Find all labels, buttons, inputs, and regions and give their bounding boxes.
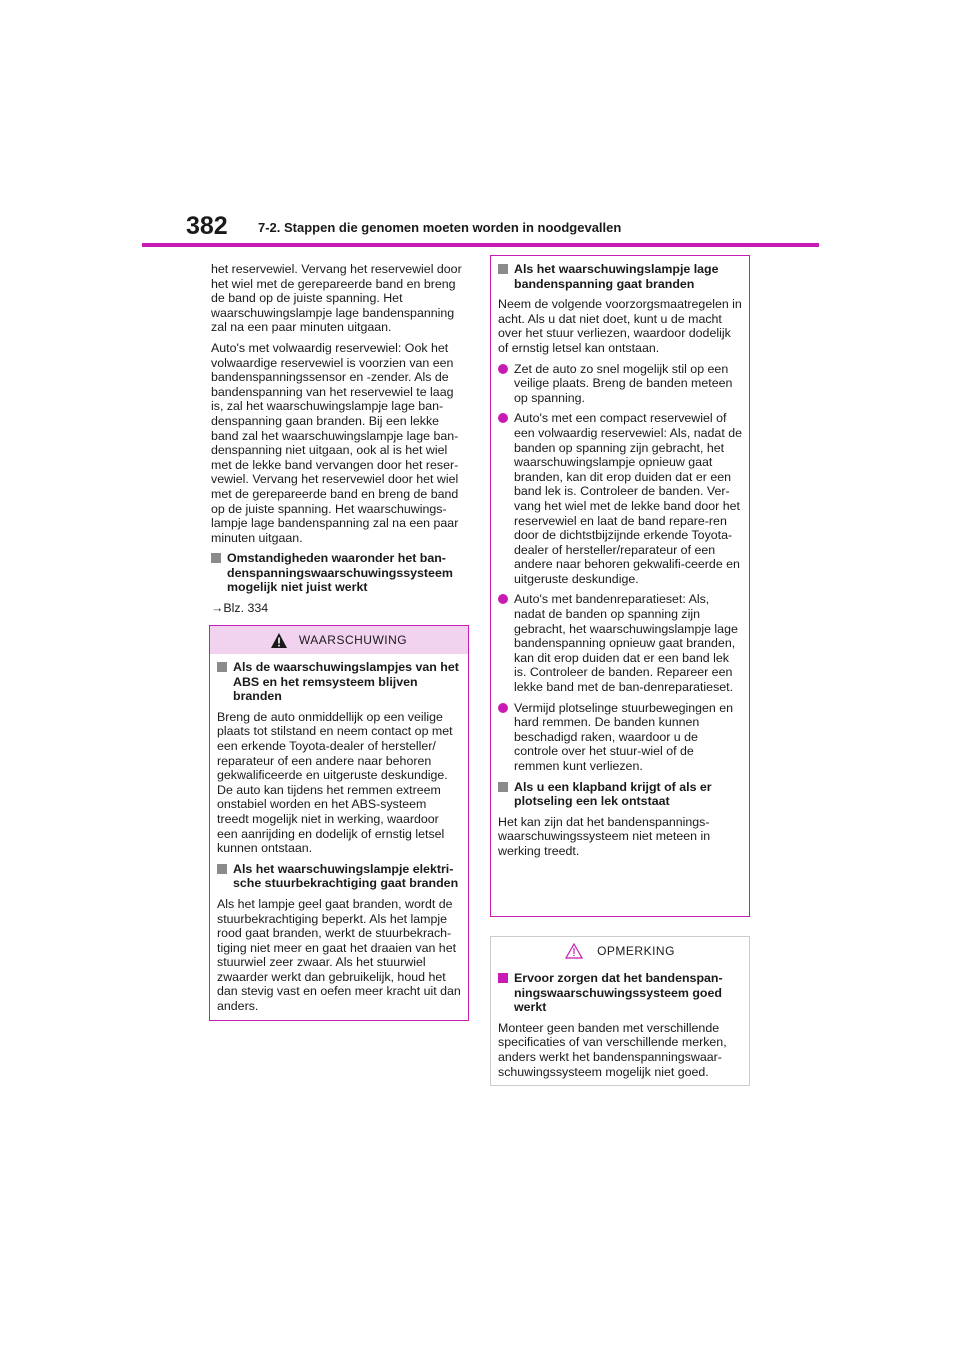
warning-triangle-icon <box>271 633 287 648</box>
note-heading <box>498 971 742 1015</box>
right-bullet-2 <box>498 411 742 586</box>
note-title: OPMERKING <box>597 944 675 958</box>
right-bullet-1-text: Zet de auto zo snel mogelijk stil op een veilige plaats. Breng de banden meteen op spanning. <box>514 361 733 405</box>
header-rule <box>142 243 819 247</box>
warning-header <box>210 626 468 654</box>
left-heading <box>211 551 469 595</box>
right-heading-2-text: Als u een klapband krijgt of als er plotseling een lek ontstaat <box>514 779 712 809</box>
right-heading-2 <box>498 780 742 809</box>
circle-bullet-icon <box>498 594 508 604</box>
left-paragraph-2: Auto's met volwaardig reservewiel: Ook het volwaardige reservewiel is voorzien van een bandenspanningssensor en -zender. Als de bandenspanning van het reservewiel te laag is, zal het waarschuwingslampje lage ban-denspanning gaan branden. Bij een lekke band zal het waarschuwingslampje lage ban-denspanning niet uitgaan, ook al is het wiel met de lekke band vervangen door het reser-vewiel. Vervang het reservewiel door het wiel met de gerepareerde band en breng de band op de juiste spanning. Het waarschuwings-lampje lage bandenspanning zal na een paar minuten uitgaan. <box>211 340 459 545</box>
page-reference-link[interactable]: →Blz. 334 <box>211 601 269 616</box>
warning-title: WAARSCHUWING <box>298 633 408 647</box>
warning-heading-1-text: Als de waarschuwingslampjes van het ABS en het remsysteem blijven branden <box>233 660 459 704</box>
note-box <box>490 936 750 1086</box>
left-paragraph-1: het reservewiel. Vervang het reservewiel door het wiel met de gerepareerde band en breng de band op de juiste spanning. Het waarschuwingslampje lage bandenspanning zal na een paar minuten uitgaan. <box>211 262 462 335</box>
warning-heading-1 <box>217 660 461 704</box>
right-bullet-3-text: Auto's met bandenreparatieset: Als, nadat de banden op spanning zijn gebracht, het waarschuwingslampje lage bandenspanning opnieuw gaat branden, kan dit erop duiden dat er een band lek is. Controleer de banden. Repareer een lekke band met de ban-denreparatieset. <box>514 592 738 695</box>
warning-heading-2 <box>217 862 461 891</box>
square-bullet-icon <box>217 864 227 874</box>
right-bullet-4-text: Vermijd plotselinge stuurbewegingen en hard remmen. De banden kunnen beschadigd raken, waardoor u de controle over het stuur-wiel of de remmen kunt verliezen. <box>514 700 734 773</box>
square-bullet-icon <box>217 662 227 672</box>
left-heading-text: Omstandigheden waaronder het ban-denspanningswaarschuwingssysteem mogelijk niet juist werkt <box>227 551 453 595</box>
caution-triangle-icon <box>565 943 583 959</box>
right-bullet-4 <box>498 701 742 774</box>
circle-bullet-icon <box>498 703 508 713</box>
right-bullet-1 <box>498 362 742 406</box>
right-paragraph-2: Het kan zijn dat het bandenspannings-waarschuwingssysteem niet meteen in werking treedt. <box>498 814 711 858</box>
circle-bullet-icon <box>498 413 508 423</box>
circle-bullet-icon <box>498 364 508 374</box>
tire-pressure-box <box>490 255 750 917</box>
right-heading-1-text: Als het waarschuwingslampje lage bandenspanning gaat branden <box>514 262 719 291</box>
square-bullet-icon <box>211 553 221 563</box>
note-heading-text: Ervoor zorgen dat het bandenspan-ningswaarschuwingssysteem goed werkt <box>514 971 723 1015</box>
square-bullet-icon <box>498 264 508 274</box>
right-paragraph-1: Neem de volgende voorzorgsmaatregelen in acht. Als u dat niet doet, kunt u de macht over het stuur verliezen, waardoor dodelijk of ernstig letsel kan ontstaan. <box>498 297 742 355</box>
section-title: 7-2. Stappen die genomen moeten worden in noodgevallen <box>258 220 622 235</box>
warning-box <box>209 625 469 1021</box>
warning-heading-2-text: Als het waarschuwingslampje elektri-sche stuurbekrachtiging gaat branden <box>233 861 459 891</box>
left-column <box>211 262 469 616</box>
right-bullet-2-text: Auto's met een compact reservewiel of een volwaardig reservewiel: Als, nadat de banden op spanning zijn gebracht, het waarschuwingslampje opnieuw gaat branden, kan dit erop duiden dat er een band lek is. Controleer de banden. Ver-vang het wiel met de lekke band door het reservewiel en laat de band repare-ren door de dichtstbijzijnde erkende Toyota-dealer of hersteller/reparateur of een andere naar behoren gekwalifi-ceerde en uitgeruste deskundige. <box>514 411 742 586</box>
right-bullet-3 <box>498 592 742 694</box>
page-number: 382 <box>186 212 228 240</box>
warning-paragraph-2: Als het lampje geel gaat branden, wordt de stuurbekrachtiging beperkt. Als het lampje rood gaat branden, werkt de stuurbekrach-tiging niet meer en gaat het draaien van het stuurwiel zeer zwaar. Als het stuurwiel zwaarder werkt dan gebruikelijk, houd het dan stevig vast en oefen meer kracht uit dan anders. <box>217 896 461 1014</box>
note-header <box>491 937 749 965</box>
note-paragraph: Monteer geen banden met verschillende specificaties of van verschillende merken, anders werkt het bandenspanningswaar-schuwingssysteem mogelijk niet goed. <box>498 1020 727 1079</box>
square-bullet-icon <box>498 973 508 983</box>
square-bullet-icon <box>498 782 508 792</box>
warning-paragraph-1: Breng de auto onmiddellijk op een veilige plaats tot stilstand en neem contact op met een erkende Toyota-dealer of hersteller/ reparateur of een andere naar behoren gekwalificeerde en uitgeruste deskundige. De auto kan tijdens het remmen extreem onstabiel worden en het ABS-systeem treedt mogelijk niet in werking, waardoor een aanrijding en dodelijk of ernstig letsel kunnen ontstaan. <box>217 709 453 856</box>
right-heading-1 <box>498 262 742 291</box>
